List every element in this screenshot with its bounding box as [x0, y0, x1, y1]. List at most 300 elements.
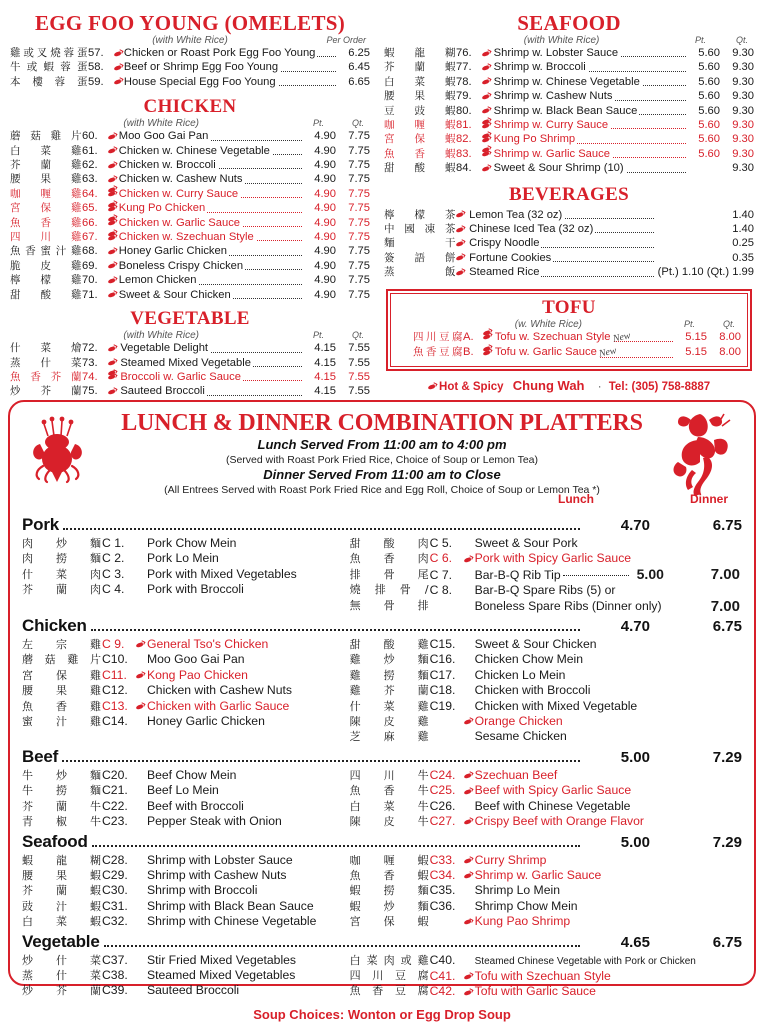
item-chinese: 蘑菇雞片	[10, 130, 82, 143]
combo-item-row	[102, 699, 350, 714]
menu-item-row	[10, 75, 370, 89]
combo-item-code: C13.	[102, 698, 128, 713]
item-number: B.	[463, 346, 474, 359]
combo-item-name: Chicken with Broccoli	[474, 683, 591, 698]
combo-chinese-column	[22, 536, 102, 614]
leader-dots	[563, 575, 629, 576]
item-chili-cell	[482, 64, 491, 70]
menu-item-row	[10, 129, 370, 143]
combo-item-code: C39.	[102, 983, 128, 998]
item-name: Shrimp w. Black Bean Sauce	[493, 104, 638, 117]
item-price-pint: 5.60	[698, 104, 720, 117]
leader-dots	[63, 528, 580, 530]
combo-item-row	[430, 969, 742, 984]
item-name: Sauteed Broccoli	[120, 385, 205, 398]
item-chili-cell	[456, 226, 465, 232]
combo-item-name: Pork Lo Mein	[147, 551, 219, 566]
item-name-cell	[119, 288, 302, 302]
item-number: 60.	[82, 130, 98, 143]
combo-category	[22, 616, 742, 745]
combo-item-name: Tofu with Szechuan Style	[474, 968, 611, 983]
combo-chinese-line: 甜酸肉	[349, 537, 430, 550]
combo-item-name: Shrimp with Lobster Sauce	[147, 852, 293, 867]
item-name: Chicken w. Szechuan Style	[118, 231, 254, 244]
combo-category-header	[22, 832, 742, 852]
combo-item-name: Tofu with Garlic Sauce	[474, 984, 596, 999]
menu-item-row	[10, 216, 370, 230]
combo-item-name: Honey Garlic Chicken	[147, 714, 265, 729]
menu-item-row	[384, 132, 754, 146]
item-number: 72.	[82, 342, 98, 355]
item-number: 75.	[82, 385, 98, 398]
menu-item-row	[384, 89, 754, 103]
lunch-column-label: Lunch	[558, 492, 594, 506]
vegetable-subtitle: (with White Rice)	[123, 330, 199, 342]
combo-column-left	[22, 768, 350, 830]
item-name: Steamed Mixed Vegetable	[120, 356, 251, 369]
menu-item-row	[10, 259, 370, 273]
tofu-subtitle: (w. White Rice)	[514, 318, 582, 330]
item-name-cell	[495, 345, 673, 360]
item-name: Chicken or Roast Pork Egg Foo Young	[123, 47, 316, 59]
combo-item-name: Steamed Chinese Vegetable with Pork or Chicken	[474, 955, 696, 967]
menu-item-row	[384, 265, 754, 279]
combo-item-name: Shrimp Chow Mein	[474, 898, 578, 913]
item-chili-cell	[108, 292, 117, 298]
combo-item-row	[430, 768, 742, 783]
combo-item-code: C37.	[102, 952, 128, 967]
item-chinese: 宮保蝦	[384, 133, 456, 146]
combo-item-code: C 5.	[429, 536, 452, 550]
item-price: 1.40	[732, 208, 754, 221]
item-chili-cell	[108, 148, 117, 154]
seafood-pt-header: Pt.	[694, 35, 706, 45]
item-price: 0.35	[732, 251, 754, 264]
combo-column-left	[22, 953, 350, 1000]
menu-item-row	[384, 161, 754, 175]
combo-item-code: C35.	[429, 883, 456, 898]
combo-chinese-column	[350, 768, 430, 830]
combo-chinese-line: 無骨排	[349, 598, 430, 612]
item-chili-cell	[483, 330, 492, 336]
menu-item-row	[384, 208, 754, 222]
item-price-pint: 5.60	[698, 75, 720, 88]
combo-category-name: Seafood	[22, 831, 88, 851]
combo-item-code: C 9.	[102, 637, 125, 652]
combo-item-chili-cell	[136, 699, 147, 714]
item-name-cell	[469, 208, 654, 222]
item-chinese: 什菜燴	[10, 342, 82, 355]
combo-item-row	[102, 567, 350, 582]
item-price: 6.45	[348, 61, 370, 74]
item-name: Beef or Shrimp Egg Foo Young	[123, 61, 279, 74]
combo-item-code: C12.	[102, 683, 128, 698]
item-price-pint: 5.60	[698, 147, 720, 160]
combo-item-name: Sauteed Broccoli	[147, 983, 240, 998]
item-name-cell	[119, 259, 302, 273]
combo-item-name: Steamed Mixed Vegetables	[147, 967, 296, 982]
menu-item-row	[10, 230, 370, 244]
item-price-pint: 5.60	[698, 119, 720, 132]
item-name-cell	[494, 132, 686, 146]
chicken-title: CHICKEN	[143, 96, 237, 118]
seafood-qt-header: Qt.	[735, 35, 748, 45]
combo-chinese-column	[350, 536, 430, 614]
item-number: 74.	[82, 370, 98, 383]
combo-item-row	[430, 853, 742, 868]
item-name: Fortune Cookies	[469, 251, 552, 264]
item-name-cell	[494, 75, 686, 89]
menu-item-row	[10, 201, 370, 215]
item-name-cell	[120, 384, 302, 398]
beverages-items	[384, 208, 754, 280]
leader-dots	[104, 945, 580, 947]
chili-icon	[136, 703, 144, 709]
item-price-pint: 4.90	[314, 187, 336, 200]
combo-item-code: C18.	[429, 683, 456, 698]
item-chinese: 四川豆腐	[413, 330, 463, 343]
item-name: Chicken w. Curry Sauce	[118, 187, 239, 200]
item-name-cell	[119, 230, 302, 244]
item-chinese: 魚香芥蘭	[10, 370, 82, 383]
egg-foo-young-header	[10, 35, 370, 46]
combo-chinese-line: 芝麻雞	[349, 730, 430, 744]
item-price-pint: 4.15	[314, 342, 336, 355]
menu-item-row	[10, 46, 370, 60]
item-price: 6.25	[348, 47, 370, 59]
chili-icon	[482, 151, 490, 157]
price-column-headers	[558, 492, 728, 506]
combo-chinese-line: 宮保蝦	[349, 915, 430, 929]
chicken-pt-header: Pt.	[312, 118, 324, 129]
combo-item-name: Beef Chow Mein	[147, 767, 237, 782]
item-chili-cell	[482, 50, 491, 56]
item-chili-cell	[108, 230, 117, 236]
seafood-title: SEAFOOD	[517, 11, 621, 35]
combo-item-row	[102, 582, 350, 597]
combo-item-row	[102, 799, 350, 814]
item-number: 78.	[456, 75, 472, 88]
combo-chinese-line: 炒什菜	[22, 953, 102, 967]
item-price-pint: 5.60	[698, 90, 720, 103]
item-price-quart: 9.30	[732, 61, 754, 74]
combo-category-columns	[22, 952, 742, 1000]
item-name-cell	[494, 147, 686, 161]
item-chinese: 宮保雞	[10, 202, 82, 215]
item-name: Shrimp w. Curry Sauce	[493, 119, 609, 132]
combo-title: LUNCH & DINNER COMBINATION PLATTERS	[121, 410, 643, 436]
combo-item-code: C33.	[429, 852, 456, 867]
menu-item-row	[384, 75, 754, 89]
item-chinese: 雞或叉燒蓉蛋	[10, 47, 88, 59]
item-chinese: 檸檬雞	[10, 274, 82, 287]
item-number: 80.	[456, 104, 472, 117]
chili-icon	[108, 205, 116, 211]
chicken-items	[10, 129, 370, 302]
combo-item-row	[430, 883, 742, 898]
combo-chinese-column	[22, 768, 102, 830]
combo-item-code: C10.	[102, 652, 128, 667]
combo-item-row	[102, 551, 350, 566]
item-chinese: 蝦龍糊	[384, 47, 456, 59]
chicken-qt-header: Qt.	[351, 118, 364, 129]
restaurant-name: Chung Wah	[512, 377, 585, 393]
egg-foo-young-items	[10, 46, 370, 89]
item-name: Honey Garlic Chicken	[118, 245, 227, 258]
chili-icon	[428, 383, 436, 389]
item-chili-cell	[108, 277, 117, 283]
combo-item-code: C22.	[102, 798, 128, 813]
item-name: Chicken w. Chinese Vegetable	[118, 144, 270, 157]
item-chili-cell	[114, 79, 123, 85]
chicken-header	[10, 118, 370, 129]
item-chili-cell	[114, 50, 123, 56]
combo-item-code: C25.	[429, 783, 456, 798]
item-chili-cell	[108, 345, 117, 351]
item-number: 70.	[82, 274, 98, 287]
combo-item-name: Sweet & Sour Chicken	[474, 637, 597, 652]
item-price-pint: 5.15	[685, 330, 707, 343]
item-chinese: 白菜蝦	[384, 75, 456, 88]
combo-item-row	[430, 799, 742, 814]
combo-category-columns	[22, 535, 742, 614]
item-name: Chicken w. Garlic Sauce	[118, 216, 241, 229]
combo-column-right	[350, 637, 742, 745]
chili-icon	[464, 719, 472, 725]
item-price: 0.25	[732, 237, 754, 250]
combo-item-row	[102, 983, 350, 998]
combo-item-name: Shrimp with Chinese Vegetable	[147, 914, 317, 929]
footer-separator: ·	[597, 380, 602, 393]
combo-chinese-line: 蝦龍糊	[22, 853, 102, 867]
combo-item-name: Pork with Spicy Garlic Sauce	[474, 551, 632, 566]
combo-chinese-line: 四川豆腐	[349, 968, 430, 982]
item-name-cell	[469, 222, 654, 236]
item-price-pint: 5.60	[698, 133, 720, 146]
soup-choices: Soup Choices: Wonton or Egg Drop Soup	[253, 1006, 511, 1022]
combo-item-code: C41.	[429, 968, 456, 983]
section-tofu	[386, 289, 752, 371]
item-price-pint: 5.60	[698, 61, 720, 74]
combo-item-row	[430, 551, 742, 566]
combo-item-chili-cell	[136, 668, 147, 683]
item-number: 58.	[88, 61, 104, 74]
combo-item-row	[430, 637, 742, 652]
combo-chinese-line: 腰果蝦	[22, 868, 102, 882]
combo-item-name: Stir Fried Mixed Vegetables	[147, 952, 297, 967]
item-name: Shrimp w. Garlic Sauce	[493, 147, 610, 160]
item-number: 64.	[82, 187, 98, 200]
combo-lunch-price: 4.70	[620, 618, 650, 636]
item-chili-cell	[108, 248, 117, 254]
item-price-pint: 4.90	[314, 130, 336, 143]
item-chinese: 咖喱雞	[10, 187, 82, 200]
combo-item-chili-cell	[464, 783, 475, 798]
combo-item-row	[102, 536, 350, 551]
combo-item-name: Pork Chow Mein	[147, 536, 237, 550]
combo-item-code: C14.	[102, 714, 128, 729]
combo-item-code: C38.	[102, 967, 128, 982]
combo-item-code: C 6.	[429, 551, 452, 566]
tofu-pt-header: Pt.	[683, 318, 695, 329]
item-chinese: 芥蘭蝦	[384, 61, 456, 74]
menu-item-row	[10, 370, 370, 384]
combo-item-row	[102, 683, 350, 698]
item-name: Sweet & Sour Shrimp (10)	[493, 162, 624, 175]
combo-item-chili-cell	[464, 914, 475, 929]
lunch-hours: Lunch Served From 11:00 am to 4:00 pm	[257, 437, 507, 452]
chili-icon	[464, 989, 472, 995]
item-name-cell	[124, 75, 336, 89]
combo-column-left	[22, 637, 350, 745]
item-chinese: 牛或蝦蓉蛋	[10, 61, 88, 74]
combo-item-code: C19.	[429, 698, 456, 713]
item-price-quart: 9.30	[732, 47, 754, 59]
item-price-quart: 9.30	[732, 119, 754, 132]
combo-item-name: Shrimp w. Garlic Sauce	[474, 867, 602, 882]
combo-item-code: C26.	[429, 798, 456, 813]
combo-item-name: Pork with Mixed Vegetables	[147, 566, 297, 581]
item-chinese: 白菜雞	[10, 144, 82, 157]
leader-dots	[92, 845, 580, 847]
item-chinese: 檸檬茶	[384, 208, 456, 221]
section-beverages	[384, 184, 754, 280]
combo-item-row	[430, 536, 742, 551]
menu-item-row	[384, 118, 754, 132]
item-number: 67.	[82, 231, 98, 244]
combo-category-header	[22, 747, 742, 767]
item-chinese: 腰果雞	[10, 173, 82, 186]
combo-dinner-price: 6.75	[712, 517, 742, 534]
combo-chinese-line: 芥蘭牛	[22, 799, 102, 813]
combo-item-chili-cell	[464, 868, 475, 883]
item-number: 69.	[82, 259, 98, 272]
combo-category	[22, 515, 742, 614]
item-chili-cell	[483, 345, 492, 351]
item-name: Tofu w. Szechuan Style	[494, 330, 611, 343]
combo-dinner-price: 6.75	[712, 618, 742, 636]
combo-item-chili-cell	[136, 637, 147, 652]
dinner-hours: Dinner Served From 11:00 am to Close	[263, 467, 501, 482]
combo-chinese-line: 蝦撈麵	[349, 884, 430, 898]
item-number: 57.	[88, 47, 104, 59]
combo-category-header	[22, 932, 742, 952]
item-name: Shrimp w. Broccoli	[493, 61, 586, 74]
item-number: 63.	[82, 173, 98, 186]
combo-item-dinner-price: 7.00	[710, 597, 740, 615]
combo-chinese-line: 燒排骨/	[349, 583, 430, 597]
combo-item-code: C30.	[102, 883, 128, 898]
item-number: 81.	[456, 119, 472, 132]
item-chili-cell	[108, 176, 117, 182]
item-chinese: 中國凍茶	[384, 223, 456, 236]
tofu-item-row	[397, 330, 741, 345]
item-chili-cell	[108, 360, 117, 366]
combo-item-row	[102, 853, 350, 868]
combo-item-code: C29.	[102, 867, 128, 882]
item-price-quart: 8.00	[719, 346, 741, 359]
chili-icon	[136, 673, 144, 679]
combo-chinese-line: 魚香肉	[349, 552, 430, 566]
combo-item-row	[430, 583, 742, 598]
tofu-title: TOFU	[542, 296, 596, 318]
combo-item-row	[430, 868, 742, 883]
combo-item-code: C 8.	[429, 583, 452, 598]
combo-chinese-line: 蘑菇雞片	[22, 653, 102, 667]
item-chili-cell	[456, 255, 465, 261]
item-chinese: 本樓蓉蛋	[10, 75, 88, 88]
item-number: 59.	[88, 75, 104, 88]
item-name: Steamed Rice	[469, 266, 540, 279]
combo-chinese-line: 蜜汁雞	[22, 715, 102, 729]
combo-chinese-line: 雞炒麵	[349, 653, 430, 667]
item-chinese: 蒸飯	[384, 266, 456, 279]
lobster-logo-icon	[30, 414, 88, 489]
combo-item-name: Sesame Chicken	[474, 729, 567, 744]
combo-item-chili-cell	[464, 814, 475, 829]
item-name-cell	[120, 370, 302, 384]
item-name: House Special Egg Foo Young	[123, 75, 276, 88]
combo-item-name: Shrimp with Cashew Nuts	[147, 867, 287, 882]
combo-category-columns	[22, 636, 742, 745]
hot-spicy-label: Hot & Spicy	[439, 380, 504, 393]
item-price-quart: 7.55	[348, 370, 370, 383]
item-price-quart: 8.00	[719, 330, 741, 343]
combo-chinese-line: 蒸什菜	[22, 968, 102, 982]
combo-item-name: Shrimp Lo Mein	[474, 883, 560, 898]
tofu-item-row	[397, 345, 741, 360]
item-number: 65.	[82, 202, 98, 215]
combo-item-row	[102, 868, 350, 883]
item-name: Boneless Crispy Chicken	[118, 259, 244, 272]
tofu-inner	[390, 293, 748, 367]
leader-dots	[91, 629, 580, 631]
item-chili-cell	[456, 240, 465, 246]
top-columns	[0, 0, 764, 399]
chili-icon	[464, 788, 472, 794]
item-chili-cell	[482, 147, 491, 153]
combo-chinese-line: 蝦炒麵	[349, 899, 430, 913]
combo-chinese-line: 牛撈麵	[22, 784, 102, 798]
chili-icon	[482, 136, 490, 142]
combo-item-row	[430, 814, 742, 829]
combo-item-code: C 1.	[102, 536, 125, 550]
menu-item-row	[384, 46, 754, 60]
combo-item-code: C28.	[102, 852, 128, 867]
combo-chinese-line: 左宗雞	[22, 638, 102, 652]
item-chili-cell	[114, 64, 123, 70]
item-name: Shrimp w. Cashew Nuts	[493, 90, 613, 103]
combo-chinese-line: 魚香雞	[22, 699, 102, 713]
combo-chinese-column	[350, 853, 430, 930]
combo-item-row	[102, 783, 350, 798]
item-price-quart: 9.30	[732, 90, 754, 103]
combo-item-code: C11.	[102, 667, 127, 682]
item-number: A.	[463, 330, 474, 343]
item-name: Shrimp w. Chinese Vegetable	[493, 75, 640, 88]
menu-item-row	[384, 251, 754, 265]
item-name: Broccoli w. Garlic Sauce	[120, 370, 241, 383]
item-chili-cell	[108, 133, 117, 139]
item-chinese: 芥蘭雞	[10, 159, 82, 172]
combo-chinese-line: 炒芥蘭	[22, 984, 102, 998]
combo-chinese-line: 肉撈麵	[22, 552, 102, 566]
item-name: Chinese Iced Tea (32 oz)	[469, 223, 594, 236]
combo-item-row	[102, 899, 350, 914]
combo-lunch-price: 4.70	[620, 517, 650, 534]
combo-item-name: Chicken with Garlic Sauce	[147, 698, 290, 713]
item-price-quart: 9.30	[732, 133, 754, 146]
